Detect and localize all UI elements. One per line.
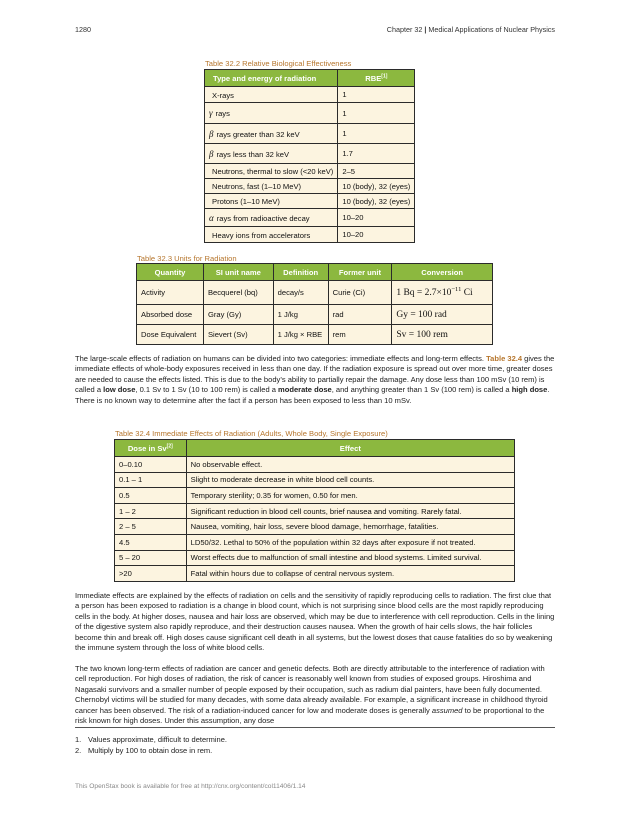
- beta-symbol: β: [209, 128, 214, 139]
- table-units-caption: Table 32.3 Units for Radiation: [137, 254, 237, 263]
- table-row: Neutrons, fast (1–10 MeV) 10 (body), 32 (eyes): [205, 179, 415, 194]
- gamma-symbol: γ: [209, 108, 213, 118]
- table-units-header-definition: Definition: [273, 264, 328, 281]
- table-row: 1 – 2 Significant reduction in blood cell counts, brief nausea and vomiting. Rarely fatal.: [115, 503, 515, 519]
- footnote-1: 1. Values approximate, difficult to determine.: [75, 735, 227, 744]
- footnote-2: 2. Multiply by 100 to obtain dose in rem.: [75, 746, 213, 755]
- table-effects-header-dose: Dose in Sv[2]: [115, 440, 187, 457]
- paragraph-immediate-effects: The large-scale effects of radiation on humans can be divided into two categories: immediate effects and long-term effects. Table 32.4 gives the immediate effects of whole-body exposures received in less than one day. If the radiation exposure is spread out over more time, greater doses are needed to cause the effects listed. This is due to the body’s ability to partially repair the damage. Any dose less than 100 mSv (10 rem) is called a low dose, 0.1 Sv to 1 Sv (10 to 100 rem) is called a moderate dose, and anything greater than 1 Sv (100 rem) is called a high dose. There is no known way to determine after the fact if a person has been exposed to less than 10 mSv.: [75, 354, 555, 405]
- table-row: α rays from radioactive decay 10–20: [205, 209, 415, 227]
- table-row: 0–0.10 No observable effect.: [115, 457, 515, 473]
- table-row: β rays greater than 32 keV 1: [205, 124, 415, 144]
- table-effects-caption: Table 32.4 Immediate Effects of Radiation (Adults, Whole Body, Single Exposure): [115, 429, 388, 438]
- table-effects-header-effect: Effect: [186, 440, 514, 457]
- table-rbe-caption: Table 32.2 Relative Biological Effectiveness: [205, 59, 352, 68]
- chapter-label: Chapter 32: [386, 25, 423, 34]
- table-units: [136, 263, 493, 345]
- table-row: Heavy ions from accelerators 10–20: [205, 227, 415, 243]
- table-row: >20 Fatal within hours due to collapse of central nervous system.: [115, 566, 515, 582]
- footnote-ref-1: [1]: [381, 72, 388, 79]
- page-number: 1280: [75, 25, 91, 34]
- running-header: [387, 25, 555, 34]
- header-separator: |: [424, 25, 427, 34]
- table-row: Activity Becquerel (bq) decay/s Curie (Ci) 1 $Bq = 2.7\times 10^{-11}$ Ci: [137, 281, 493, 305]
- table-row: Neutrons, thermal to slow (<20 keV) 2–5: [205, 164, 415, 179]
- chapter-title: Medical Applications of Nuclear Physics: [428, 25, 555, 34]
- table-rbe-header-type: Type and energy of radiation: [205, 70, 338, 87]
- table-row: Absorbed dose Gray (Gy) 1 J/kg rad Gy = 100 rad: [137, 305, 493, 325]
- table-row: Protons (1–10 MeV) 10 (body), 32 (eyes): [205, 194, 415, 209]
- table-row: X-rays 1: [205, 87, 415, 103]
- table-rbe-header-rbe: RBE[1]: [338, 70, 415, 87]
- table-units-header-conversion: Conversion: [392, 264, 493, 281]
- footnote-divider: [75, 727, 555, 728]
- table-units-header-si: SI unit name: [203, 264, 273, 281]
- table-row: 0.5 Temporary sterility; 0.35 for women, 0.50 for men.: [115, 488, 515, 504]
- table-row: 5 – 20 Worst effects due to malfunction of small intestine and blood systems. Limited survival.: [115, 550, 515, 566]
- table-row: 4.5 LD50/32. Lethal to 50% of the population within 32 days after exposure if not treated.: [115, 534, 515, 550]
- table-row: Dose Equivalent Sievert (Sv) 1 J/kg × RBE rem Sv = 100 rem: [137, 325, 493, 345]
- table-32-4-link[interactable]: Table 32.4: [486, 354, 523, 363]
- table-row: 0.1 – 1 Slight to moderate decrease in white blood cell counts.: [115, 472, 515, 488]
- table-row: 2 – 5 Nausea, vomiting, hair loss, severe blood damage, hemorrhage, fatalities.: [115, 519, 515, 535]
- table-rbe: [204, 69, 415, 243]
- table-units-header-former: Former unit: [328, 264, 392, 281]
- table-units-header-quantity: Quantity: [137, 264, 204, 281]
- beta-symbol: β: [209, 148, 214, 159]
- table-effects: [114, 439, 515, 582]
- alpha-symbol: α: [209, 212, 214, 223]
- page-footer: This OpenStax book is available for free at http://cnx.org/content/col11406/1.14: [75, 783, 306, 790]
- table-row: γ rays 1: [205, 103, 415, 124]
- paragraph-long-term-effects: The two known long-term effects of radiation are cancer and genetic defects. Both are directly attributable to the interference of radiation with cell reproduction. For high doses of radiation, the risk of cancer is reasonably well known from studies of exposed groups. Hiroshima and Nagasaki survivors and a smaller number of people exposed by their occupation, such as radium dial painters, have been fully documented. Chernobyl victims will be studied for many decades, with some data already available. For example, a significant increase in childhood thyroid cancer has been observed. The risk of a radiation-induced cancer for low and moderate doses is generally assumed to be proportional to the risk known for high doses. Under this assumption, any dose: [75, 664, 548, 726]
- paragraph-cell-effects: Immediate effects are explained by the effects of radiation on cells and the sensitivity of rapidly reproducing cells to radiation. The first clue that a person has been exposed to radiation is a change in blood count, which is not surprising since blood cells are the most rapidly reproducing cells in the body. At higher doses, nausea and hair loss are observed, which may be due to interference with cell reproduction. Cells in the lining of the digestive system also rapidly reproduce, and their destruction causes nausea. When the growth of hair cells slows, the hair follicles become thin and break off. High doses cause significant cell death in all systems, but the lowest doses that cause fatalities do so by weakening the immune system through the loss of white blood cells.: [75, 591, 555, 653]
- table-row: β rays less than 32 keV 1.7: [205, 144, 415, 164]
- footnote-ref-2: [2]: [166, 442, 173, 449]
